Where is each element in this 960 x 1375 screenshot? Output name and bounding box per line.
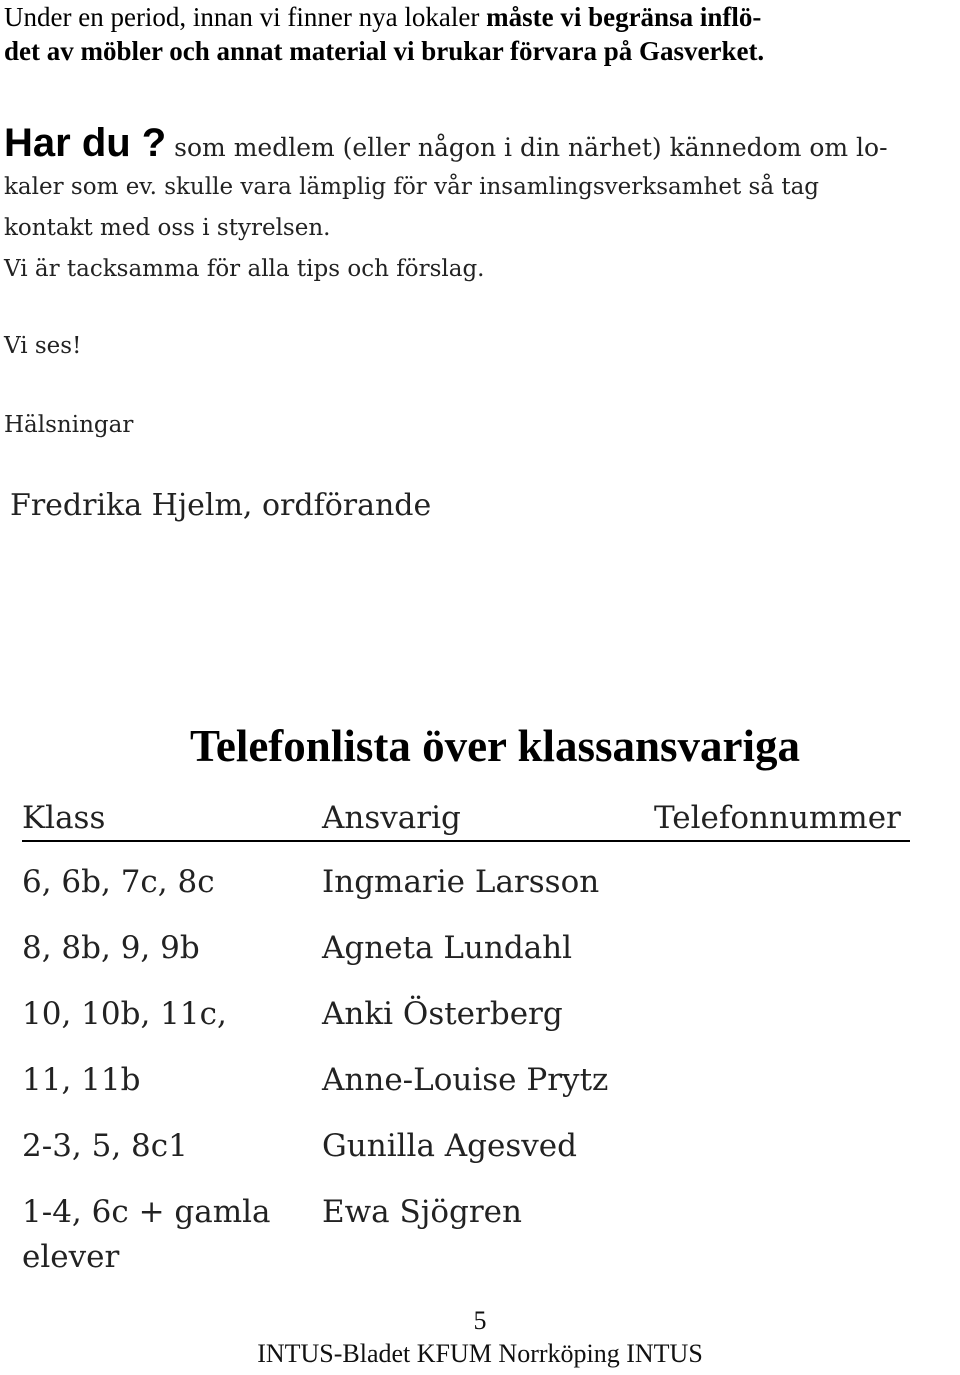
cell-klass: 11, 11b xyxy=(22,1062,141,1098)
intro-line-2 xyxy=(4,35,764,68)
vi-ses: Vi ses! xyxy=(4,333,82,359)
greeting: Hälsningar xyxy=(4,412,134,438)
publication-footer: INTUS-Bladet KFUM Norrköping INTUS xyxy=(257,1339,703,1368)
cell-ansvarig: Ewa Sjögren xyxy=(322,1194,522,1230)
intro-line-1 xyxy=(4,1,761,34)
table-header xyxy=(22,796,910,842)
cell-ansvarig: Ingmarie Larsson xyxy=(322,864,600,900)
page-number: 5 xyxy=(473,1306,487,1335)
cell-ansvarig: Agneta Lundahl xyxy=(322,930,573,966)
cell-ansvarig: Gunilla Agesved xyxy=(322,1128,577,1164)
intro-emphasis-cont: det av möbler och annat material vi brukar förvara på Gasverket. xyxy=(4,36,765,66)
cell-klass: 6, 6b, 7c, 8c xyxy=(22,864,215,900)
cell-klass: 1-4, 6c + gamla elever xyxy=(22,1194,271,1275)
cell-ansvarig: Anne-Louise Prytz xyxy=(322,1062,609,1098)
cell-klass: 10, 10b, 11c, xyxy=(22,996,227,1032)
intro-text: Under en period, innan vi finner nya lokaler xyxy=(4,2,487,32)
question-line-3: kontakt med oss i styrelsen. xyxy=(4,215,331,241)
cell-klass: 8, 8b, 9, 9b xyxy=(22,930,200,966)
cell-klass: 2-3, 5, 8c1 xyxy=(22,1128,188,1164)
question-line-4: Vi är tacksamma för alla tips och förslag. xyxy=(4,256,485,282)
question-text: som medlem (eller någon i din närhet) kännedom om lo- xyxy=(166,133,888,162)
header-ansvarig: Ansvarig xyxy=(322,800,461,836)
question-line-1 xyxy=(4,121,888,169)
cell-ansvarig: Anki Österberg xyxy=(322,996,563,1032)
question-lead: Har du ? xyxy=(4,121,167,165)
header-klass: Klass xyxy=(22,800,106,836)
phone-list-title: Telefonlista över klassansvariga xyxy=(189,721,801,771)
signature: Fredrika Hjelm, ordförande xyxy=(10,488,432,523)
question-line-2: kaler som ev. skulle vara lämplig för vår insamlingsverksamhet så tag xyxy=(4,174,820,200)
header-telefon: Telefonnummer xyxy=(654,800,901,836)
intro-emphasis: måste vi begränsa inflö- xyxy=(486,2,762,32)
